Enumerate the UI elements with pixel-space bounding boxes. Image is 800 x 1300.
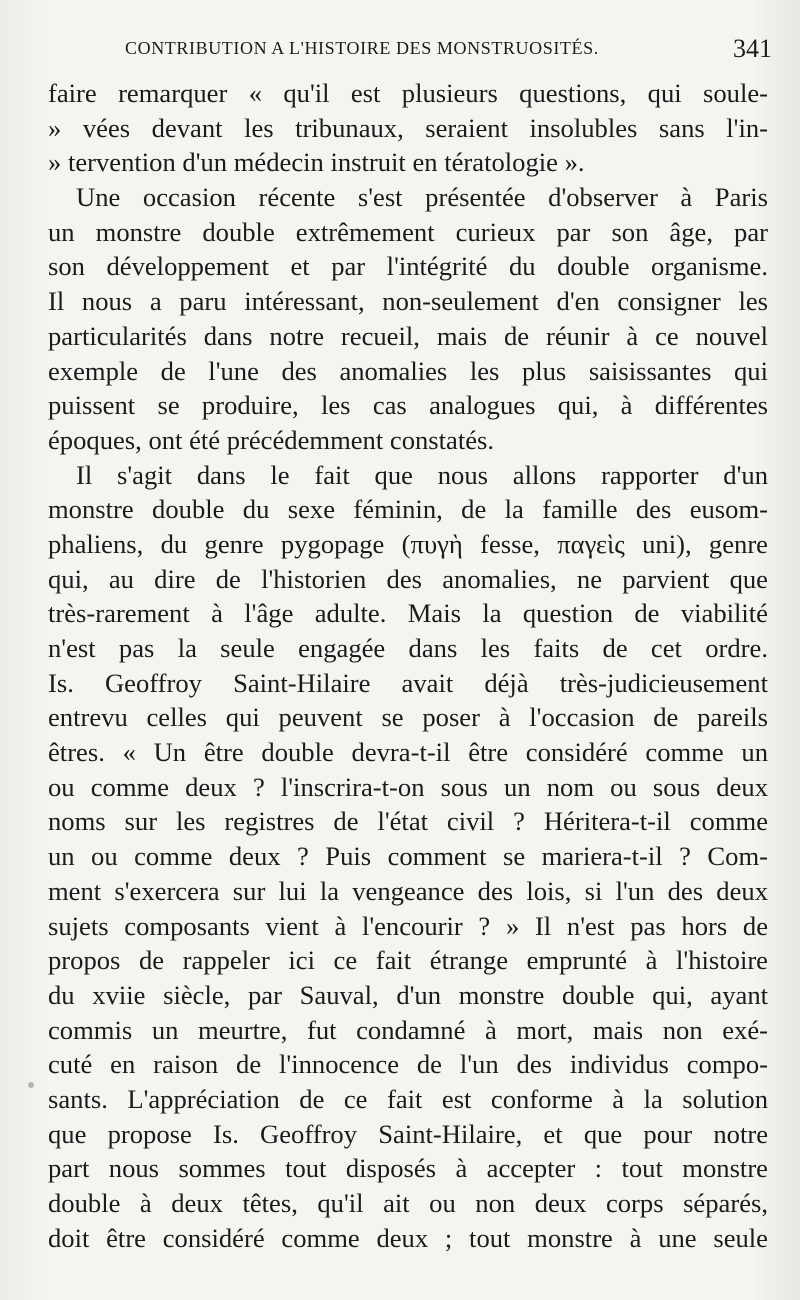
- page-header: [0, 34, 800, 68]
- text-line: doit être considéré comme deux ; tout monstre à une seule: [48, 1222, 768, 1253]
- text-line: puissent se produire, les cas analogues qui, à différentes: [48, 390, 768, 421]
- text-line: noms sur les registres de l'état civil ? Héritera-t-il comme: [48, 806, 768, 837]
- text-line: Is. Geoffroy Saint-Hilaire avait déjà très-judicieusement: [48, 667, 768, 698]
- text-line: un monstre double extrêmement curieux par son âge, par: [48, 216, 768, 247]
- text-line: exemple de l'une des anomalies les plus saisissantes qui: [48, 355, 768, 386]
- text-line: qui, au dire de l'historien des anomalies, ne parvient que: [48, 563, 768, 594]
- text-line: du xviie siècle, par Sauval, d'un monstre double qui, ayant: [48, 979, 768, 1010]
- text-line: ou comme deux ? l'inscrira-t-on sous un nom ou sous deux: [48, 771, 768, 802]
- text-line: sants. L'appréciation de ce fait est conforme à la solution: [48, 1083, 768, 1114]
- text-line: phaliens, du genre pygopage (πυγὴ fesse, παγεὶς uni), genre: [48, 528, 768, 559]
- text-line: Il nous a paru intéressant, non-seulement d'en consigner les: [48, 286, 768, 317]
- text-line: commis un meurtre, fut condamné à mort, mais non exé-: [48, 1014, 768, 1045]
- text-line: part nous sommes tout disposés à accepter : tout monstre: [48, 1153, 768, 1184]
- text-line: son développement et par l'intégrité du double organisme.: [48, 251, 768, 282]
- paper-spot: [28, 1082, 34, 1088]
- text-line: êtres. « Un être double devra-t-il être considéré comme un: [48, 737, 768, 768]
- text-line: ment s'exercera sur lui la vengeance des lois, si l'un des deux: [48, 875, 768, 906]
- text-line: n'est pas la seule engagée dans les faits de cet ordre.: [48, 633, 768, 663]
- text-line: un ou comme deux ? Puis comment se mariera-t-il ? Com-: [48, 841, 768, 872]
- text-line: » vées devant les tribunaux, seraient insolubles sans l'in-: [48, 112, 768, 143]
- page-number: 341: [733, 34, 772, 63]
- text-line: propos de rappeler ici ce fait étrange emprunté à l'histoire: [48, 945, 768, 976]
- text-line: monstre double du sexe féminin, de la famille des eusom-: [48, 494, 768, 525]
- text-line: entrevu celles qui peuvent se poser à l'occasion de pareils: [48, 702, 768, 733]
- paragraph-first-line: Une occasion récente s'est présentée d'observer à Paris: [76, 182, 768, 213]
- running-head: CONTRIBUTION A L'HISTOIRE DES MONSTRUOSITÉS.: [125, 38, 599, 58]
- text-line: que propose Is. Geoffroy Saint-Hilaire, et que pour notre: [48, 1118, 768, 1149]
- paragraph-first-line: Il s'agit dans le fait que nous allons rapporter d'un: [76, 459, 768, 490]
- text-line: double à deux têtes, qu'il ait ou non deux corps séparés,: [48, 1188, 768, 1218]
- text-line: particularités dans notre recueil, mais de réunir à ce nouvel: [48, 320, 768, 351]
- text-line: époques, ont été précédemment constatés.: [48, 424, 495, 455]
- text-line: faire remarquer « qu'il est plusieurs questions, qui soule-: [48, 78, 768, 108]
- text-line: sujets composants vient à l'encourir ? » Il n'est pas hors de: [48, 910, 768, 941]
- text-line: » tervention d'un médecin instruit en tératologie ».: [48, 147, 585, 178]
- text-line: cuté en raison de l'innocence de l'un des individus compo-: [48, 1049, 768, 1080]
- text-line: très-rarement à l'âge adulte. Mais la question de viabilité: [48, 598, 768, 629]
- body-text: [48, 76, 768, 1255]
